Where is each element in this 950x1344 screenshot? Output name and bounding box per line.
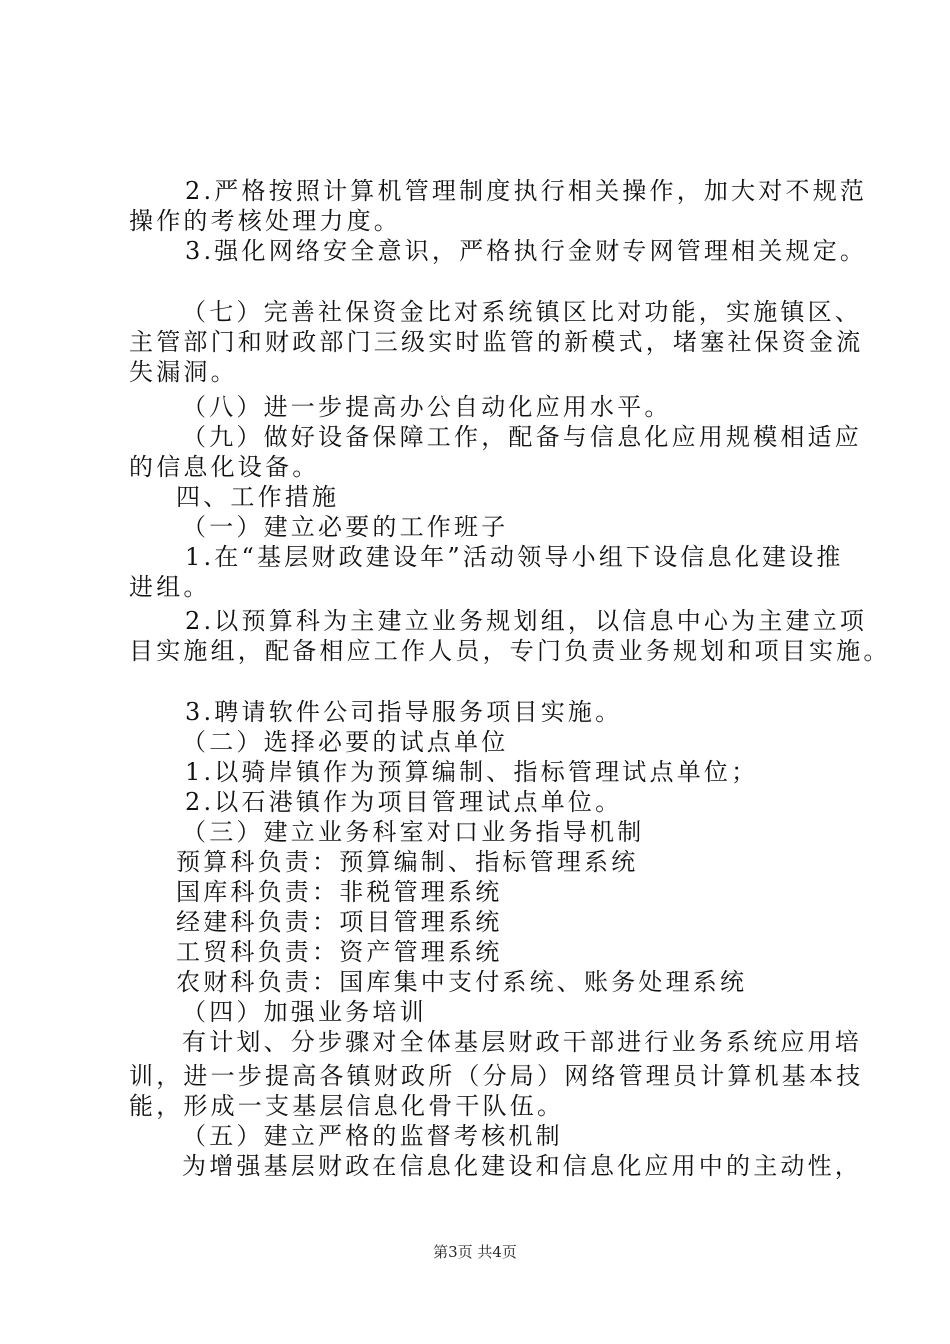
paragraph-line: 操作的考核处理力度。 xyxy=(129,207,401,235)
paragraph-line: （九）做好设备保障工作，配备与信息化应用规模相适应 xyxy=(182,423,862,451)
paragraph-line: 1.以骑岸镇作为预算编制、指标管理试点单位； xyxy=(185,758,759,786)
paragraph-line: （八）进一步提高办公自动化应用水平。 xyxy=(182,393,672,421)
paragraph-line: 农财科负责：国库集中支付系统、账务处理系统 xyxy=(176,968,748,996)
paragraph-line: 3.聘请软件公司指导服务项目实施。 xyxy=(185,698,623,726)
page-number-label: 第3页 共4页 xyxy=(433,1243,517,1261)
paragraph-line: 3.强化网络安全意识，严格执行金财专网管理相关规定。 xyxy=(185,237,868,265)
page-footer xyxy=(0,1242,950,1262)
paragraph-line: 为增强基层财政在信息化建设和信息化应用中的主动性， xyxy=(182,1152,862,1180)
paragraph-line: 预算科负责：预算编制、指标管理系统 xyxy=(176,848,639,876)
paragraph-line: 训，进一步提高各镇财政所（分局）网络管理员计算机基本技 xyxy=(129,1062,864,1090)
paragraph-line: 能，形成一支基层信息化骨干队伍。 xyxy=(129,1092,565,1120)
paragraph-line: 2.以预算科为主建立业务规划组，以信息中心为主建立项 xyxy=(185,607,868,635)
subsection-heading: （四）加强业务培训 xyxy=(182,998,427,1026)
paragraph-line: 国库科负责：非税管理系统 xyxy=(176,878,503,906)
paragraph-line: 1.在“基层财政建设年”活动领导小组下设信息化建设推 xyxy=(185,543,844,571)
subsection-heading: （五）建立严格的监督考核机制 xyxy=(182,1122,563,1150)
paragraph-line: 2.严格按照计算机管理制度执行相关操作，加大对不规范 xyxy=(185,177,868,205)
paragraph-line: 失漏洞。 xyxy=(129,358,238,386)
subsection-heading: （一）建立必要的工作班子 xyxy=(182,513,509,541)
subsection-heading: （二）选择必要的试点单位 xyxy=(182,728,509,756)
paragraph-line: 2.以石港镇作为项目管理试点单位。 xyxy=(185,788,623,816)
paragraph-line: 目实施组，配备相应工作人员，专门负责业务规划和项目实施。 xyxy=(129,637,891,665)
paragraph-line: 工贸科负责：资产管理系统 xyxy=(176,938,503,966)
paragraph-line: 进组。 xyxy=(129,573,211,601)
paragraph-line: 经建科负责：项目管理系统 xyxy=(176,908,503,936)
paragraph-line: （七）完善社保资金比对系统镇区比对功能，实施镇区、 xyxy=(182,298,862,326)
subsection-heading: （三）建立业务科室对口业务指导机制 xyxy=(182,818,645,846)
paragraph-line: 有计划、分步骤对全体基层财政干部进行业务系统应用培 xyxy=(182,1028,862,1056)
section-heading: 四、工作措施 xyxy=(176,483,340,511)
paragraph-line: 主管部门和财政部门三级实时监管的新模式，堵塞社保资金流 xyxy=(129,328,864,356)
paragraph-line: 的信息化设备。 xyxy=(129,453,320,481)
